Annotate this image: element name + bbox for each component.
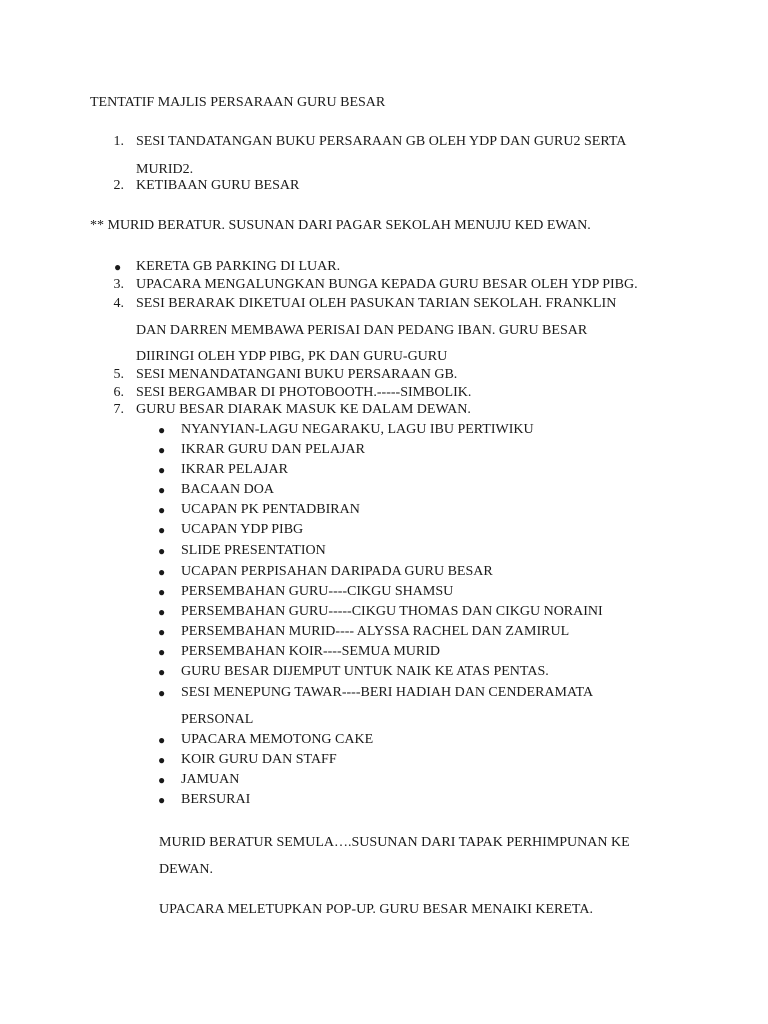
item-text: SESI MENEPUNG TAWAR----BERI HADIAH DAN CENDERAMATA <box>181 685 594 700</box>
bullet-icon: ● <box>158 503 166 517</box>
item-number: 2. <box>113 178 124 193</box>
item-text: DAN DARREN MEMBAWA PERISAI DAN PEDANG IBAN. GURU BESAR <box>136 323 588 338</box>
bullet-icon: ● <box>114 260 122 274</box>
bullet-icon: ● <box>158 463 166 477</box>
item-text: KERETA GB PARKING DI LUAR. <box>136 259 341 274</box>
item-number: 3. <box>113 277 124 292</box>
bullet-icon: ● <box>158 483 166 497</box>
item-number: 6. <box>113 385 124 400</box>
item-text: SESI TANDATANGAN BUKU PERSARAAN GB OLEH YDP DAN GURU2 SERTA <box>136 134 627 149</box>
item-text: BACAAN DOA <box>181 482 274 497</box>
bullet-icon: ● <box>158 605 166 619</box>
bullet-icon: ● <box>158 523 166 537</box>
item-number: 5. <box>113 367 124 382</box>
item-text: JAMUAN <box>181 772 240 787</box>
paragraph-text: MURID BERATUR SEMULA….SUSUNAN DARI TAPAK PERHIMPUNAN KE <box>159 835 630 850</box>
item-text: KOIR GURU DAN STAFF <box>181 752 337 767</box>
bullet-icon: ● <box>158 625 166 639</box>
item-text: UPACARA MENGALUNGKAN BUNGA KEPADA GURU BESAR OLEH YDP PIBG. <box>136 277 638 292</box>
item-text: SESI BERGAMBAR DI PHOTOBOOTH.-----SIMBOLIK. <box>136 385 472 400</box>
item-text: KETIBAAN GURU BESAR <box>136 178 300 193</box>
item-text: DIIRINGI OLEH YDP PIBG, PK DAN GURU-GURU <box>136 349 448 364</box>
item-text: GURU BESAR DIARAK MASUK KE DALAM DEWAN. <box>136 402 471 417</box>
bullet-icon: ● <box>158 585 166 599</box>
item-text: SESI BERARAK DIKETUAI OLEH PASUKAN TARIAN SEKOLAH. FRANKLIN <box>136 296 617 311</box>
bullet-icon: ● <box>158 423 166 437</box>
item-text: PERSEMBAHAN GURU-----CIKGU THOMAS DAN CIKGU NORAINI <box>181 604 603 619</box>
item-text: PERSEMBAHAN GURU----CIKGU SHAMSU <box>181 584 454 599</box>
closing-paragraph-2: UPACARA MELETUPKAN POP-UP. GURU BESAR MENAIKI KERETA. <box>159 902 593 917</box>
item-number: 7. <box>113 402 124 417</box>
bullet-icon: ● <box>158 773 166 787</box>
item-text: UCAPAN PERPISAHAN DARIPADA GURU BESAR <box>181 564 493 579</box>
document-title: TENTATIF MAJLIS PERSARAAN GURU BESAR <box>90 95 386 110</box>
bullet-icon: ● <box>158 443 166 457</box>
item-text: IKRAR PELAJAR <box>181 462 288 477</box>
item-text: NYANYIAN-LAGU NEGARAKU, LAGU IBU PERTIWIKU <box>181 422 534 437</box>
note-text: ** MURID BERATUR. SUSUNAN DARI PAGAR SEKOLAH MENUJU KED EWAN. <box>90 218 591 233</box>
item-number: 4. <box>113 296 124 311</box>
bullet-icon: ● <box>158 565 166 579</box>
item-text: UCAPAN PK PENTADBIRAN <box>181 502 360 517</box>
item-text: IKRAR GURU DAN PELAJAR <box>181 442 365 457</box>
bullet-icon: ● <box>158 733 166 747</box>
item-text: SLIDE PRESENTATION <box>181 543 326 558</box>
item-text: PERSONAL <box>181 712 254 727</box>
bullet-icon: ● <box>158 793 166 807</box>
bullet-icon: ● <box>158 665 166 679</box>
paragraph-text: DEWAN. <box>159 862 214 877</box>
bullet-icon: ● <box>158 544 166 558</box>
item-text: MURID2. <box>136 162 194 177</box>
item-text: UCAPAN YDP PIBG <box>181 522 304 537</box>
item-text: PERSEMBAHAN KOIR----SEMUA MURID <box>181 644 441 659</box>
item-number: 1. <box>113 134 124 149</box>
item-text: UPACARA MEMOTONG CAKE <box>181 732 374 747</box>
item-text: PERSEMBAHAN MURID---- ALYSSA RACHEL DAN ZAMIRUL <box>181 624 570 639</box>
item-text: BERSURAI <box>181 792 251 807</box>
bullet-icon: ● <box>158 686 166 700</box>
bullet-icon: ● <box>158 645 166 659</box>
bullet-icon: ● <box>158 753 166 767</box>
item-text: GURU BESAR DIJEMPUT UNTUK NAIK KE ATAS PENTAS. <box>181 664 549 679</box>
item-text: SESI MENANDATANGANI BUKU PERSARAAN GB. <box>136 367 458 382</box>
